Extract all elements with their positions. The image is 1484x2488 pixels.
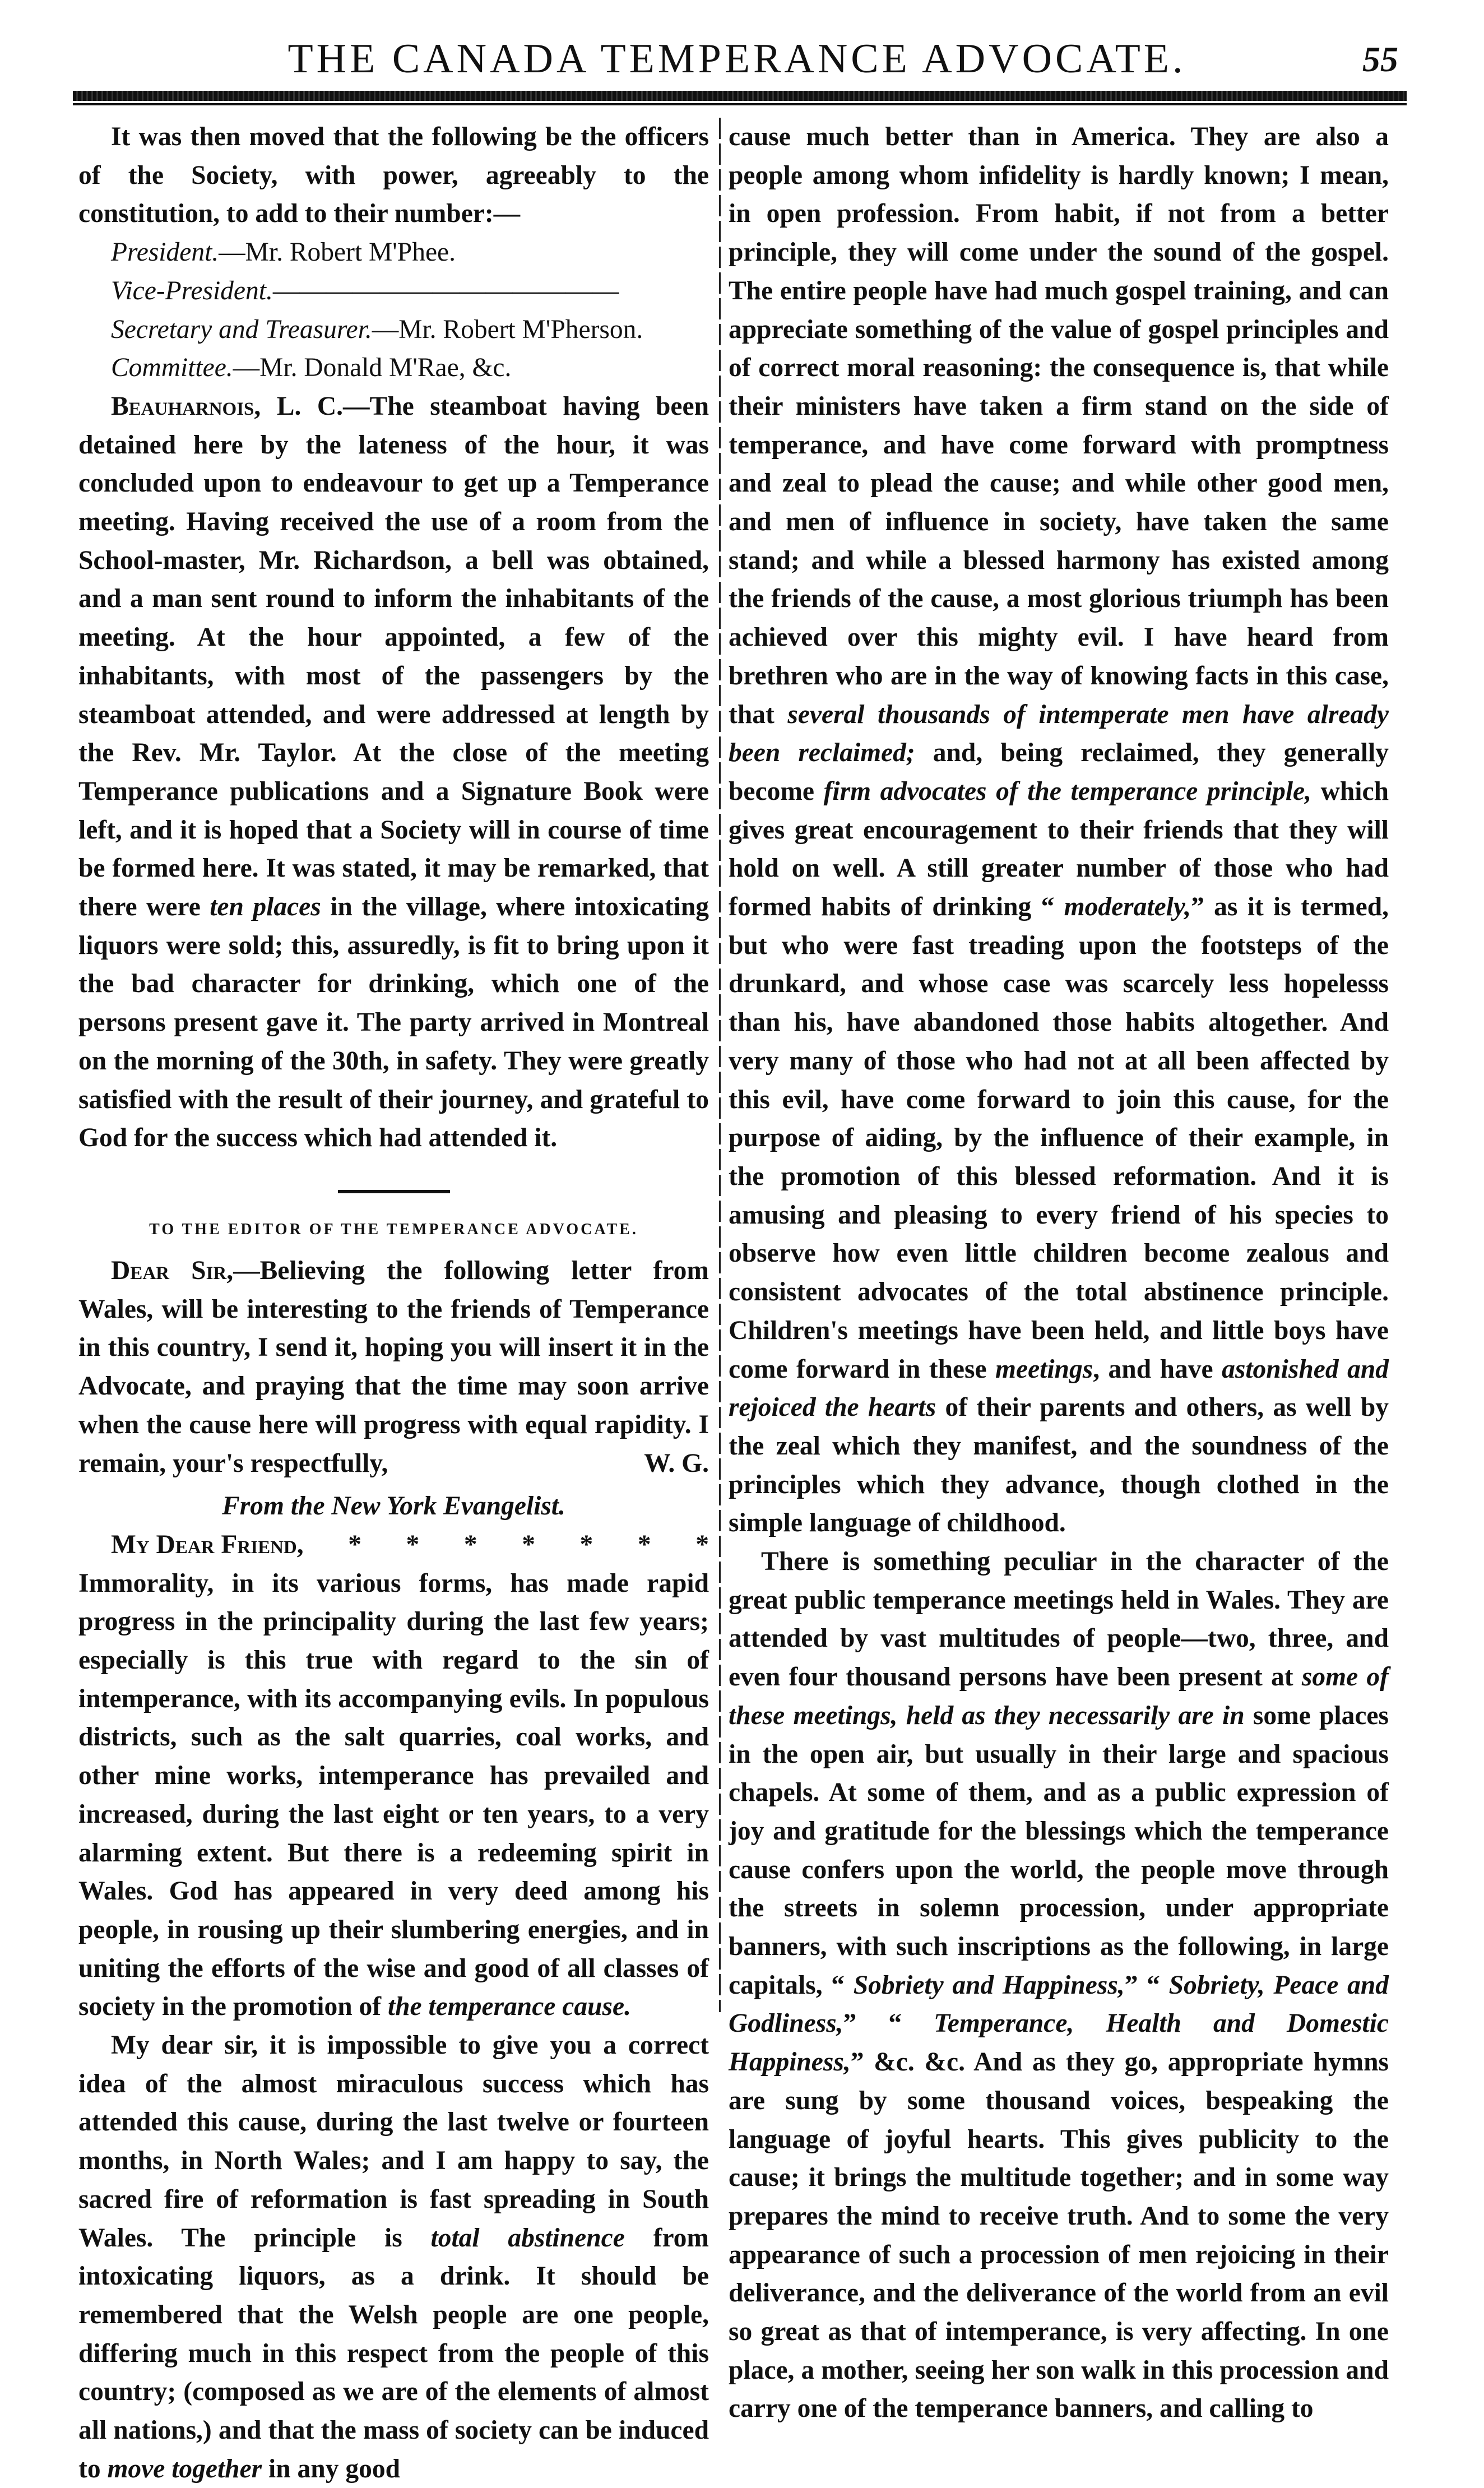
header-rule xyxy=(73,91,1407,101)
asterisk: * xyxy=(695,1530,709,1559)
italic-run: firm advocates of the temperance principle, xyxy=(823,776,1311,806)
text-run: ” “ xyxy=(1124,1970,1169,2000)
officer-role: Vice-President. xyxy=(111,276,273,305)
text-run: ” &c. &c. And as they go, appropriate hymns are sung by some thousand voices, bespeaking the language of joyful hearts. This gives publicity to the cause; it brings the multitude together; and in some way prepares the mind to receive truth. And to some the very appearance of such a procession of men rejoicing in their deliverance, and the deliverance of the world from an evil so great as that of intemperance, is very affecting. In one place, a mother, seeing her son walk in this procession and carry one of the temperance banners, and calling to xyxy=(729,2047,1389,2424)
text-run: cause much better than in America. They are also a people among whom infidelity is hardly known; I mean, in open profession. From habit, if not from a better principle, they will come under the sound of the gospel. The entire people have had much gospel training, and can appreciate something of the value of gospel principles and of correct moral reasoning: the consequence is, that while their ministers have taken a firm stand on the side of temperance, and have come forward with promptness and zeal to plead the cause; and while other good men, and men of influence in society, have taken the same stand; and while a blessed harmony has existed among the friends of the cause, a most glorious triumph has been achieved over this mighty evil. I have heard from brethren who are in the way of knowing facts in this case, that xyxy=(729,122,1389,729)
paragraph-officers-motion: It was then moved that the following be the officers of the Society, with power, agreeably to the constitution, to add to their number:— xyxy=(78,122,709,229)
right-column xyxy=(729,118,1389,2428)
header-rule-thin xyxy=(73,103,1407,105)
place-name: Beauharnois, L. C. xyxy=(111,391,344,421)
asterisk: * xyxy=(406,1530,420,1559)
officer-dash: — xyxy=(219,238,245,267)
asterisk: * xyxy=(637,1530,651,1559)
salutation: Dear Sir, xyxy=(111,1255,234,1285)
paragraph-beauharnois xyxy=(78,387,709,1157)
italic-run: some of these meetings, held as they necessarily are in xyxy=(729,1662,1389,1730)
officer-dash: — xyxy=(272,276,300,305)
officer-line xyxy=(78,272,709,311)
officer-name: Mr. Robert M'Phee. xyxy=(245,238,456,267)
text-run: some places in the open air, but usually in their large and spacious chapels. At some of them, and as a public expression of joy and gratitude for the blessings which the temperance cause confers upon the world, the people move through the streets in solemn procession, under appropriate banners, with such inscriptions as the following, in large capitals, “ xyxy=(729,1701,1389,2000)
italic-run: several thousands of intemperate men have already been reclaimed; xyxy=(729,699,1389,768)
paragraph-immorality xyxy=(78,1564,709,2026)
text-run: in the village, where intoxicating liquors were sold; this, assuredly, is fit to bring upon it the bad character for drinking, which one of the persons present gave it. The party arrived in Montreal on the morning of the 30th, in safety. They were greatly satisfied with the result of their journey, and grateful to God for the success which had attended it. xyxy=(78,892,709,1153)
text-run: ” as it is termed, but who were fast treading upon the footsteps of the drunkard, and whose case was scarcely less hopelesss than his, have abandoned those habits altogether. And very many of those who had not at all been affected by this evil, have come forward to join this cause, for the purpose of aiding, by the influence of their example, in the promotion of this blessed reformation. And it is amusing and pleasing to every friend of his species to observe how even little children become zealous and consistent advocates of the total abstinence principle. Children's meetings have been held, and little boys have come forward in these xyxy=(729,892,1389,1384)
text-run: ” “ xyxy=(843,2009,934,2038)
masthead-title: THE CANADA TEMPERANCE ADVOCATE. xyxy=(287,36,1186,82)
officer-name: Mr. Robert M'Pherson. xyxy=(398,314,643,344)
asterisk: * xyxy=(463,1530,477,1559)
page-number: 55 xyxy=(1362,39,1398,79)
officer-role: Committee. xyxy=(111,353,233,383)
asterisk: * xyxy=(579,1530,593,1559)
text-run: Immorality, in its various forms, has made rapid progress in the principality during the last few years; especially is this true with regard to the sin of intemperance, with its accompanying evils. In populous districts, such as the salt quarries, coal works, and other mine works, intemperance has prevailed and increased, during the last eight or ten years, to a very alarming extent. But there is a redeeming spirit in Wales. God has appeared in very deed among his people, in rousing up their slumbering energies, and in uniting the efforts of the wise and good of all classes of society in the promotion of xyxy=(78,1568,709,2022)
paragraph-letter-intro xyxy=(78,1252,709,1482)
paragraph-wales-people xyxy=(729,118,1389,1542)
officer-line xyxy=(78,311,709,349)
letter-salutation: My Dear Friend, xyxy=(111,1530,304,1559)
officer-dash: — xyxy=(372,314,399,344)
text-run: —Believing the following letter from Wales, will be interesting to the friends of Temperance in this country, I send it, hoping you will insert it in the Advocate, and praying that the time may soon arrive when the cause here will progress with equal rapidity. I remain, your's respectfully, xyxy=(78,1255,709,1478)
text-run: —The steamboat having been detained here by the lateness of the hour, it was concluded upon to endeavour to get up a Temperance meeting. Having received the use of a room from the School-master, Mr. Richardson, a bell was obtained, and a man sent round to inform the inhabitants of the meeting. At the hour appointed, a few of the inhabitants, with most of the passengers by the steamboat attended, and were addressed at length by the Rev. Mr. Taylor. At the close of the meeting Temperance publications and a Signature Book were left, and it is hoped that a Society will in course of time be formed here. It was stated, it may be remarked, that there were xyxy=(78,391,709,922)
left-column xyxy=(78,118,709,2488)
italic-run: Sobriety, Peace and Godliness, xyxy=(729,1970,1389,2038)
italic-run: the temperance cause. xyxy=(387,1992,631,2022)
officers-list xyxy=(78,233,709,387)
italic-run: astonished and rejoiced the hearts xyxy=(729,1354,1389,1423)
text-run: from intoxicating liquors, as a drink. It should be remembered that the Welsh people are one people, differing much in this respect from the people of this country; (composed as we are of the elements of almost all nations,) and that the mass of society can be induced to xyxy=(78,2223,709,2484)
source-line: From the New York Evangelist. xyxy=(222,1491,565,1521)
page-header xyxy=(70,33,1404,86)
officer-role: Secretary and Treasurer. xyxy=(111,314,372,344)
paragraph-success xyxy=(78,2026,709,2488)
italic-run: meetings xyxy=(995,1354,1093,1384)
asterisk: * xyxy=(348,1530,361,1559)
italic-run: ten places xyxy=(210,892,321,922)
section-rule xyxy=(338,1190,450,1193)
text-run: which gives great encouragement to their friends that they will hold on well. A still greater number of those who had formed habits of drinking “ xyxy=(729,776,1389,922)
asterisk: * xyxy=(522,1530,535,1559)
italic-run: Temperance, Health and Domestic Happiness, xyxy=(729,2009,1389,2077)
italic-run: total abstinence xyxy=(430,2223,625,2253)
officer-line xyxy=(78,233,709,272)
officer-name: Mr. Donald M'Rae, &c. xyxy=(259,353,512,383)
italic-run: Sobriety and Happiness, xyxy=(853,1970,1125,2000)
text-run: and, being reclaimed, they generally become xyxy=(729,738,1389,806)
column-divider xyxy=(719,118,721,2012)
italic-run: moderately, xyxy=(1064,892,1191,922)
text-run: My dear sir, it is impossible to give you a correct idea of the almost miraculous success which has attended this cause, during the last twelve or fourteen months, in North Wales; and I am happy to say, the sacred fire of reformation is fast spreading in South Wales. The principle is xyxy=(78,2031,709,2253)
signature: W. G. xyxy=(644,1448,709,1478)
text-run: There is something peculiar in the character of the great public temperance meetings held in Wales. They are attended by vast multitudes of people—two, three, and even four thousand persons have been present at xyxy=(729,1547,1389,1692)
letter-opening xyxy=(78,1526,709,1564)
officer-name: ———————————— xyxy=(299,276,619,305)
italic-run: move together xyxy=(107,2454,262,2484)
text-run: of their parents and others, as well by the zeal which they manifest, and the soundness of the principles which they advance, though clothed in the simple language of childhood. xyxy=(729,1393,1389,1538)
officer-line xyxy=(78,349,709,387)
text-run: , and have xyxy=(1093,1354,1222,1384)
officer-dash: — xyxy=(233,353,260,383)
text-run: in any good xyxy=(262,2454,400,2484)
officer-role: President. xyxy=(111,238,219,267)
paragraph-public-meetings xyxy=(729,1542,1389,2428)
section-heading: TO THE EDITOR OF THE TEMPERANCE ADVOCATE. xyxy=(149,1220,638,1238)
